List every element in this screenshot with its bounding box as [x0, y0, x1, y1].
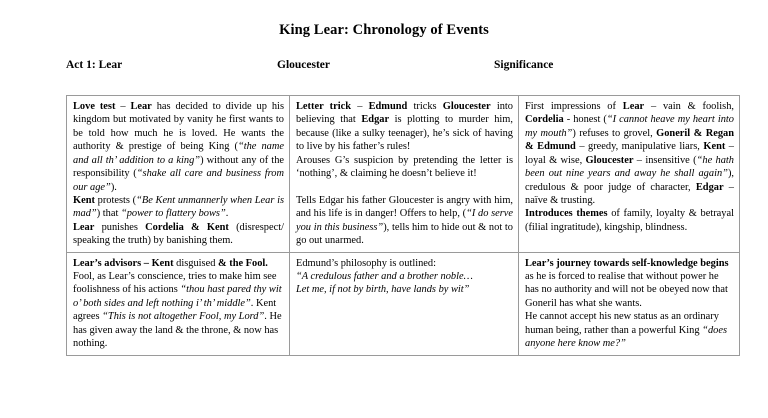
cell-paragraph: Tells Edgar his father Gloucester is angry with him, and his life is in danger! Offers to help, (“I do serve you in this business”), tells him to hide out & not to go out unarmed.	[296, 194, 513, 247]
table-cell-gloucester-row1	[290, 96, 519, 253]
column-header-act1-lear: Act 1: Lear	[66, 59, 123, 71]
table-body	[67, 96, 740, 356]
cell-paragraph: “A credulous father and a brother noble…	[296, 271, 473, 283]
cell-paragraph	[296, 181, 513, 194]
cell-paragraph: First impressions of Lear – vain & foolish, Cordelia - honest (“I cannot heave my heart into my mouth”) refuses to grovel, Goneril & Regan & Edmund – greedy, manipulative liars, Kent – loyal & wise, Gloucester – insensitive (“he hath been out nine years and away he shall again”), credulous & poor judge of character, Edgar – naïve & trusting.	[525, 101, 734, 206]
table-cell-lear-row1	[67, 96, 290, 253]
column-header-significance: Significance	[494, 59, 554, 71]
cell-paragraph: Kent protests (“Be Kent unmannerly when Lear is mad”) that “power to flattery bows”.	[73, 194, 284, 220]
cell-paragraph: Edmund’s philosophy is outlined:	[296, 257, 436, 269]
cell-paragraph: Lear’s journey towards self-knowledge begins as he is forced to realise that without power he has no authority and will not be obeyed now that Goneril has what she wants.	[525, 257, 729, 309]
cell-paragraph: Letter trick – Edmund tricks Gloucester into believing that Edgar is plotting to murder him, because (like a sulky teenager), he’s sick of having to live by his father’s rules!	[296, 101, 514, 153]
cell-paragraph: Love test – Lear has decided to divide up his kingdom but motivated by vanity he first wants to be told how much he is loved. He wants the authority & prestige of being King (“the name and all th’ addition to a king”) without any of the responsibility (“shake all care and business from our age”).	[73, 101, 284, 193]
table-cell-lear-row2	[67, 252, 290, 355]
table-cell-gloucester-row2	[290, 252, 519, 355]
page-title: King Lear: Chronology of Events	[279, 22, 489, 38]
table-row	[67, 96, 740, 253]
cell-paragraph: He cannot accept his new status as an ordinary human being, rather than a powerful King “does anyone here know me?”	[525, 311, 727, 350]
cell-paragraph: Lear’s advisors – Kent disguised & the Fool.	[73, 257, 268, 269]
table-cell-significance-row2	[519, 252, 740, 355]
table-cell-significance-row1	[519, 96, 740, 253]
chronology-table	[66, 95, 740, 356]
cell-paragraph: Let me, if not by birth, have lands by wit”	[296, 284, 470, 296]
cell-paragraph: Arouses G’s suspicion by pretending the letter is ‘nothing’, & claiming he doesn’t believe it!	[296, 154, 513, 180]
column-headers	[0, 59, 768, 71]
cell-paragraph: Lear punishes Cordelia & Kent (disrespect/ speaking the truth) by banishing them.	[73, 221, 284, 247]
table-row	[67, 252, 740, 355]
cell-paragraph: Fool, as Lear’s conscience, tries to make him see foolishness of his actions “thou hast pared thy wit o’ both sides and left nothing i’ th’ middle”. Kent agrees “This is not altogether Fool, my Lord”. He has given away the land & the throne, & now has nothing.	[73, 271, 282, 350]
cell-paragraph: Introduces themes of family, loyalty & betrayal (filial ingratitude), kingship, blindness.	[525, 208, 734, 233]
column-header-gloucester: Gloucester	[277, 59, 331, 71]
